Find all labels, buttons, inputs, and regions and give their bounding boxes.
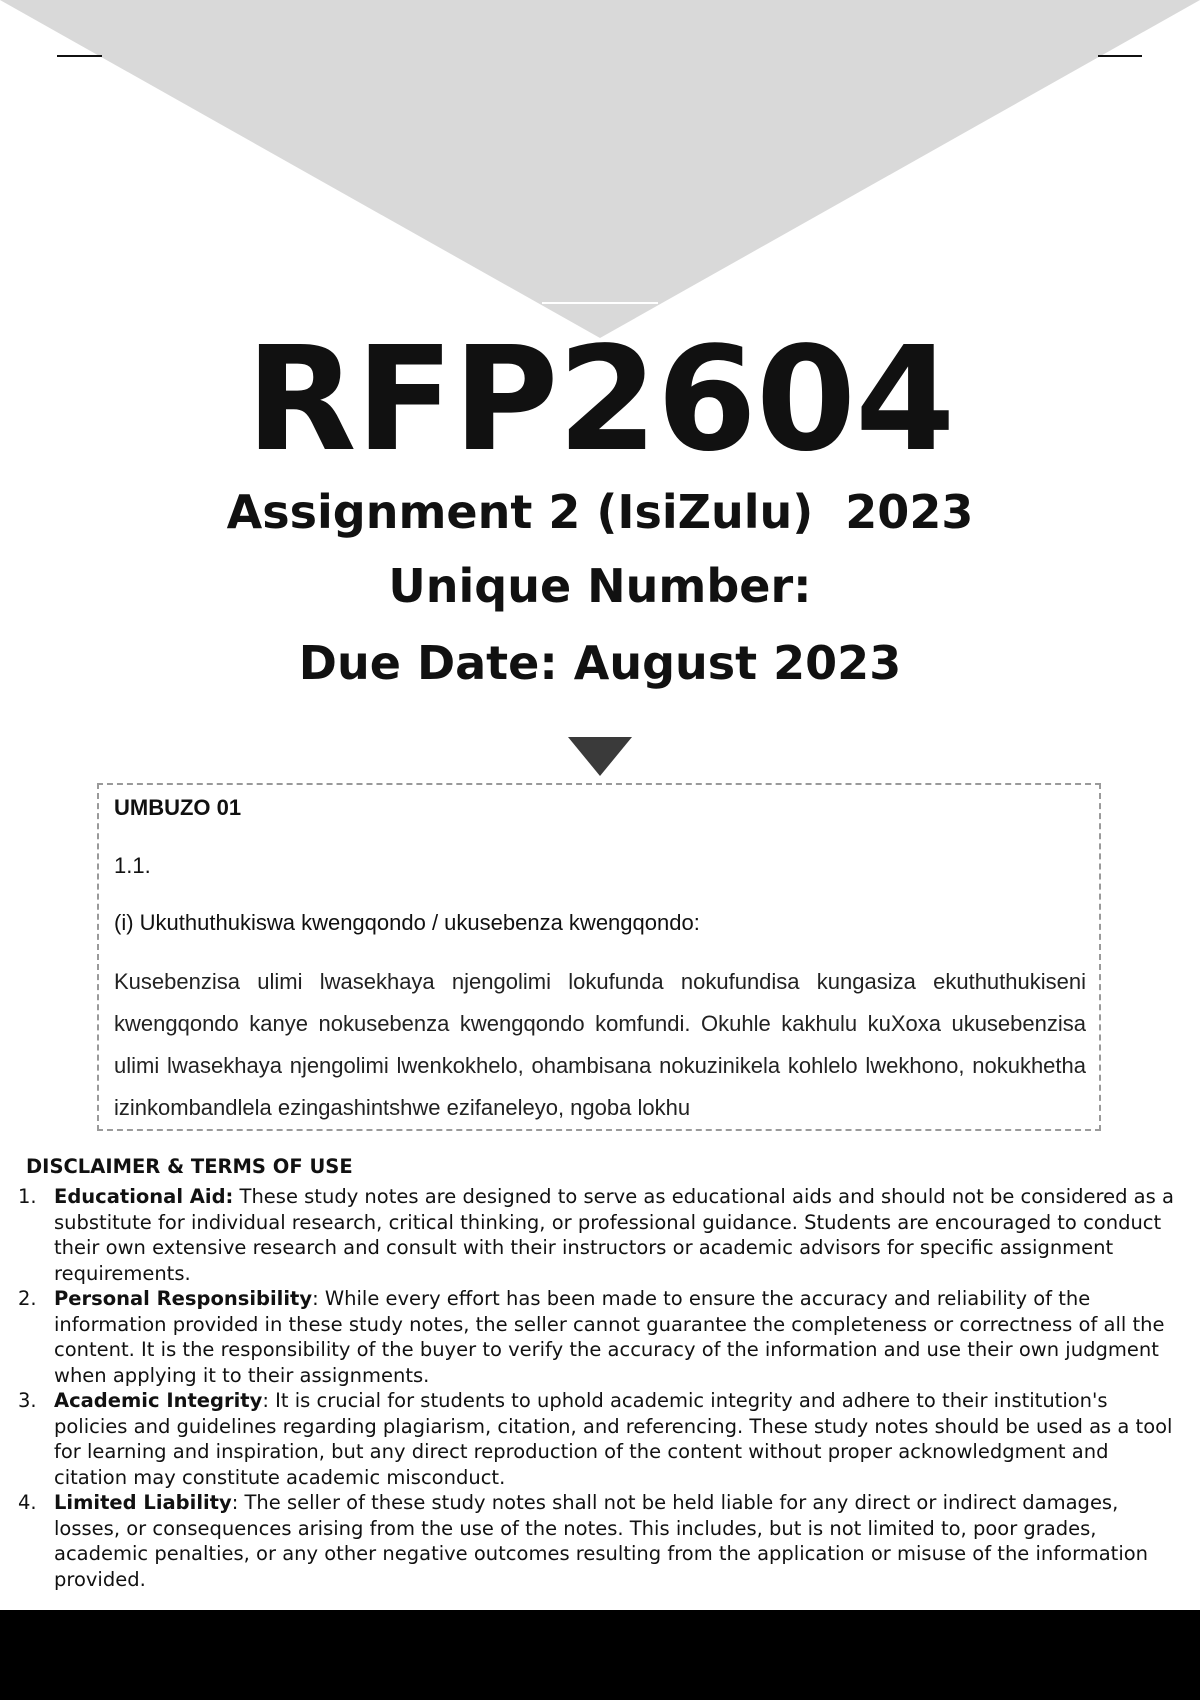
- disclaimer-item-number: 2.: [18, 1287, 37, 1310]
- disclaimer-item-number: 1.: [18, 1185, 37, 1208]
- disclaimer-item-label: Limited Liability: [54, 1491, 232, 1514]
- disclaimer-item-academic-integrity: [0, 1388, 1200, 1490]
- disclaimer-item-text: These study notes are designed to serve as educational aids and should not be considered as a substitute for individual research, critical thinking, or professional guidance. Students are encouraged to conduct their own extensive research and consult with their instructors or academic advisors for specific assignment requirements.: [54, 1185, 1174, 1285]
- footer-bar: [0, 1610, 1200, 1700]
- question-excerpt-box: [97, 783, 1101, 1131]
- disclaimer-item-label: Academic Integrity: [54, 1389, 263, 1412]
- due-date-label: Due Date: August 2023: [298, 636, 902, 690]
- disclaimer-item-number: 3.: [18, 1389, 37, 1412]
- question-subheading: (i) Ukuthuthukiswa kwengqondo / ukusebenza kwengqondo:: [114, 910, 700, 935]
- down-arrow-icon: [568, 737, 632, 776]
- disclaimer-item-text: : It is crucial for students to uphold academic integrity and adhere to their institution's policies and guidelines regarding plagiarism, citation, and referencing. These study notes should be used as a tool for learning and inspiration, but any direct reproduction of the content without proper acknowledgment and citation may constitute academic misconduct.: [54, 1389, 1173, 1489]
- cover-triangle-shape: [0, 0, 1200, 338]
- disclaimer-list: [0, 1184, 1200, 1592]
- disclaimer-item-personal-responsibility: [0, 1286, 1200, 1388]
- disclaimer-item-text: : The seller of these study notes shall not be held liable for any direct or indirect damages, losses, or consequences arising from the use of the notes. This includes, but is not limited to, poor grades, academic penalties, or any other negative outcomes resulting from the application or misuse of the information provided.: [54, 1491, 1149, 1591]
- question-heading: UMBUZO 01: [114, 795, 242, 820]
- question-number: 1.1.: [114, 853, 151, 878]
- unique-number-label: Unique Number:: [388, 559, 812, 613]
- answer-paragraph: Kusebenzisa ulimi lwasekhaya njengolimi lokufunda nokufundisa kungasiza ekuthuthukiseni kwengqondo kanye nokusebenza kwengqondo komfundi. Okuhle kakhulu kuXoxa ukusebenzisa ulimi lwasekhaya njengolimi lwenkokhelo, ohambisana nokuzinikela kohlelo lwekhono, nokukhetha izinkombandlela ezingashintshwe ezifaneleyo, ngoba lokhu: [114, 969, 1086, 1120]
- disclaimer-item-educational-aid: [0, 1184, 1200, 1286]
- disclaimer-item-label: Educational Aid:: [54, 1185, 234, 1208]
- assignment-title: Assignment 2 (IsiZulu) 2023: [226, 485, 974, 539]
- disclaimer-title: DISCLAIMER & TERMS OF USE: [26, 1155, 353, 1178]
- disclaimer-item-text: : While every effort has been made to ensure the accuracy and reliability of the information provided in these study notes, the seller cannot guarantee the completeness or correctness of all the content. It is the responsibility of the buyer to verify the accuracy of the information and use their own judgment when applying it to their assignments.: [54, 1287, 1165, 1387]
- disclaimer-item-number: 4.: [18, 1491, 37, 1514]
- course-code-title: RFP2604: [245, 315, 955, 483]
- disclaimer-item-label: Personal Responsibility: [54, 1287, 313, 1310]
- disclaimer-item-limited-liability: [0, 1490, 1200, 1592]
